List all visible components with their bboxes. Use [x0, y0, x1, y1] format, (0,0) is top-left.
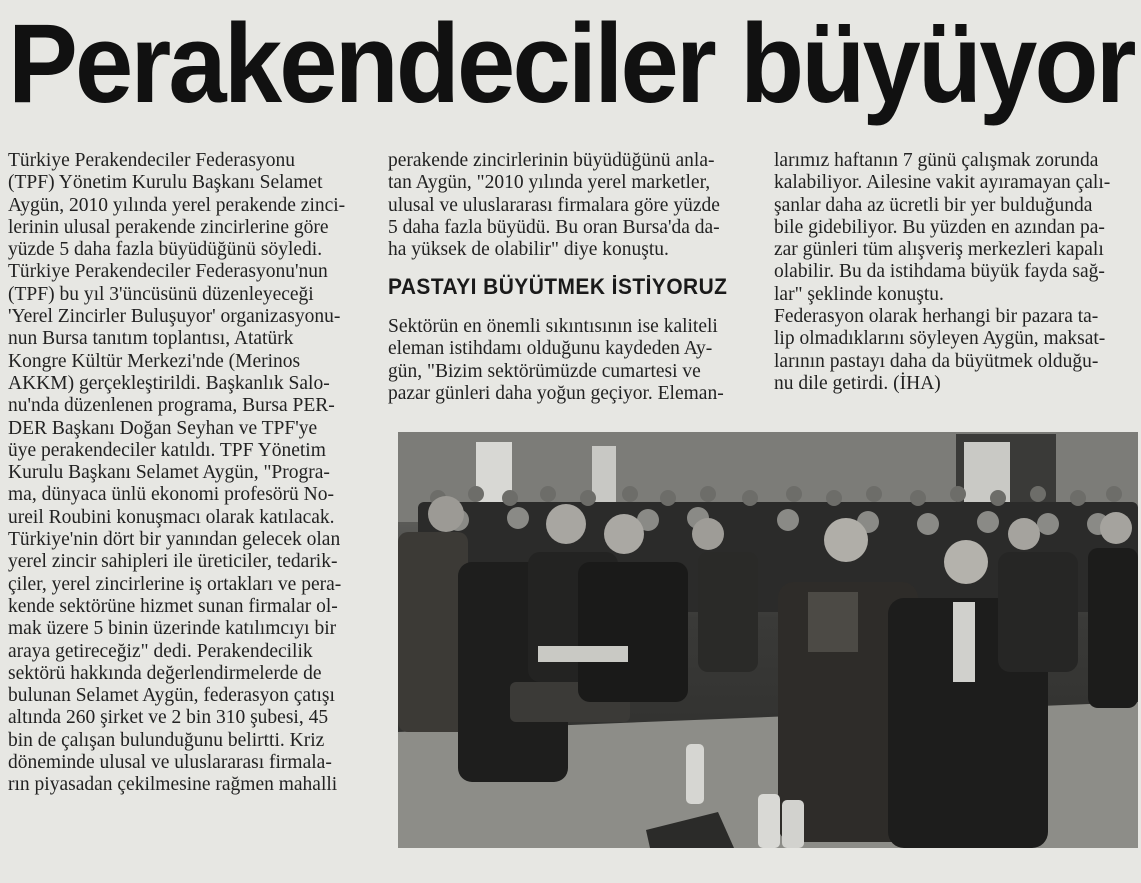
article-text-line: larımız haftanın 7 günü çalışmak zorunda	[774, 150, 1099, 171]
article-text-line: yerel zincir sahipleri ile üreticiler, tedarik-	[8, 551, 338, 573]
article-text-line: Kongre Kültür Merkezi'nde (Merinos	[8, 350, 301, 372]
article-text-line: Türkiye Perakendeciler Federasyonu'nun	[8, 261, 328, 283]
article-column-3	[774, 150, 1136, 395]
article-column-2-bottom	[388, 316, 758, 405]
article-text-line: AKKM) gerçekleştirildi. Başkanlık Salo-	[8, 372, 330, 394]
photo-illustration	[398, 432, 1138, 848]
article-text-line: altında 260 şirket ve 2 bin 310 şubesi, 45	[8, 707, 329, 729]
article-text-line: yüzde 5 daha fazla büyüdüğünü söyledi.	[8, 239, 323, 261]
article-text-line: kalabiliyor. Ailesine vakit ayıramayan çalı-	[774, 172, 1111, 194]
article-text-line: ha yüksek de olabilir" diye konuştu.	[388, 239, 669, 261]
article-text-line: nun Bursa tanıtım toplantısı, Atatürk	[8, 328, 294, 350]
article-text-line: şanlar daha az ücretli bir yer bulduğunda	[774, 194, 1093, 216]
article-text-line: çiler, yerel zincirlerine iş ortakları ve pera-	[8, 573, 342, 595]
article-text-line: nu'nda düzenlenen programa, Bursa PER-	[8, 395, 335, 417]
article-text-line: Sektörün en önemli sıkıntısının ise kaliteli	[388, 316, 718, 337]
article-text-line: lerinin ulusal perakende zincirlerine göre	[8, 216, 329, 238]
article-text-line: olabilir. Bu da istihdama büyük fayda sağ-	[774, 261, 1105, 283]
article-text-line: Aygün, 2010 yılında yerel perakende zinci-	[8, 194, 346, 216]
article-text-line: bin de çalışan bulunduğunu belirtti. Kriz	[8, 729, 325, 751]
article-text-line: bulunan Selamet Aygün, federasyon çatışı	[8, 685, 335, 707]
article-text-line: araya getireceğiz" dedi. Perakendecilik	[8, 640, 313, 662]
article-subheading: PASTAYI BÜYÜTMEK İSTİYORUZ	[388, 274, 728, 299]
article-text-line: 5 daha fazla büyüdü. Bu oran Bursa'da da-	[388, 216, 720, 238]
article-text-line: (TPF) bu yıl 3'üncüsünü düzenleyeceği	[8, 283, 314, 305]
article-text-line: ureil Roubini konuşmacı olarak katılacak.	[8, 506, 335, 528]
article-headline: Perakendeciler büyüyor	[8, 1, 1134, 126]
article-text-line: gün, "Bizim sektörümüzde cumartesi ve	[388, 360, 701, 382]
article-text-line: pazar günleri daha yoğun geçiyor. Eleman-	[388, 382, 724, 404]
article-text-line: perakende zincirlerinin büyüdüğünü anla-	[388, 150, 715, 171]
article-column-2-top	[388, 150, 758, 261]
article-text-line: zar günleri tüm alışveriş merkezleri kapalı	[774, 239, 1104, 261]
article-text-line: lar" şeklinde konuştu.	[774, 283, 944, 305]
article-text-line: döneminde ulusal ve uluslararası firmala-	[8, 752, 332, 774]
article-text-line: ma, dünyaca ünlü ekonomi profesörü No-	[8, 484, 334, 506]
article-text-line: lip olmadıklarını söyleyen Aygün, maksat-	[774, 328, 1106, 350]
article-text-line: eleman istihdamı olduğunu kaydeden Ay-	[388, 338, 713, 360]
article-text-line: kende sektörüne hizmet sunan firmalar ol-	[8, 595, 338, 617]
article-text-line: mak üzere 5 binin üzerinde katılımcıyı bir	[8, 618, 337, 640]
article-text-line: tan Aygün, "2010 yılında yerel marketler,	[388, 172, 711, 194]
article-text-line: larının pastayı daha da büyütmek olduğu-	[774, 350, 1099, 372]
article-text-line: sektörü hakkında değerlendirmelerde de	[8, 662, 322, 684]
article-text-line: (TPF) Yönetim Kurulu Başkanı Selamet	[8, 172, 323, 194]
article-text-line: Kurulu Başkanı Selamet Aygün, "Progra-	[8, 462, 330, 484]
article-text-line: 'Yerel Zincirler Buluşuyor' organizasyonu-	[8, 306, 341, 328]
article-text-line: rın piyasadan çekilmesine rağmen mahalli	[8, 774, 338, 796]
article-text-line: ulusal ve uluslararası firmalara göre yüzde	[388, 194, 720, 216]
article-column-1	[8, 150, 378, 797]
article-text-line: üye perakendeciler katıldı. TPF Yönetim	[8, 439, 326, 461]
article-text-line: bile gidebiliyor. Bu yüzden en azından pa-	[774, 216, 1105, 238]
article-text-line: Türkiye Perakendeciler Federasyonu	[8, 150, 295, 171]
article-text-line: nu dile getirdi. (İHA)	[774, 372, 941, 394]
article-text-line: DER Başkanı Doğan Seyhan ve TPF'ye	[8, 417, 318, 439]
article-text-line: Federasyon olarak herhangi bir pazara ta-	[774, 306, 1099, 328]
article-text-line: Türkiye'nin dört bir yanından gelecek olan	[8, 529, 341, 551]
conference-audience-photo	[398, 432, 1138, 848]
